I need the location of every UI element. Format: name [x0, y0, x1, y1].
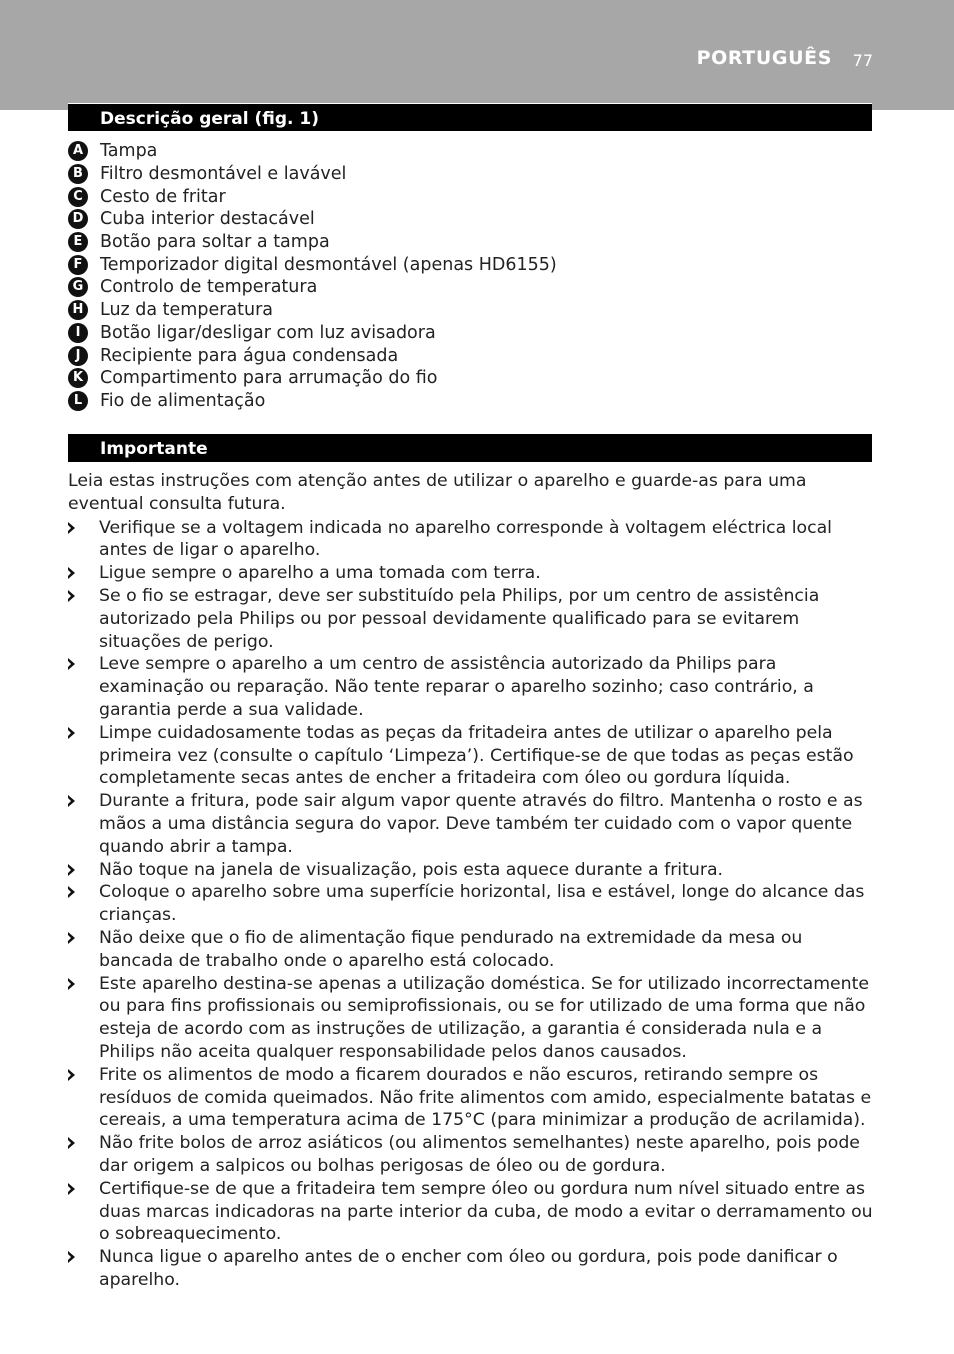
important-bullet — [68, 1246, 874, 1292]
overview-item — [68, 253, 557, 276]
overview-item-label: Controlo de temperatura — [100, 277, 318, 298]
section-heading-overview: Descrição geral (fig. 1) — [68, 103, 872, 131]
overview-item — [68, 322, 557, 345]
important-bullet — [68, 653, 874, 721]
overview-item — [68, 276, 557, 299]
letter-badge: A — [68, 141, 88, 161]
important-bullet-text: Não deixe que o fio de alimentação fique pendurado na extremidade da mesa ou bancada de trabalho onde o aparelho está colocado. — [99, 927, 803, 971]
important-body — [68, 470, 874, 1292]
overview-item-label: Botão para soltar a tampa — [100, 232, 330, 253]
overview-item — [68, 140, 557, 163]
overview-item-label: Compartimento para arrumação do fio — [100, 368, 438, 389]
important-bullet — [68, 1178, 874, 1246]
triangle-bullet-icon — [68, 567, 75, 579]
triangle-bullet-icon — [68, 1251, 75, 1263]
letter-badge: I — [68, 323, 88, 343]
letter-badge: B — [68, 164, 88, 184]
important-bullet — [68, 562, 874, 585]
important-bullet-text: Verifique se a voltagem indicada no aparelho corresponde à voltagem eléctrica local antes de ligar o aparelho. — [99, 517, 832, 561]
triangle-bullet-icon — [68, 886, 75, 898]
triangle-bullet-icon — [68, 864, 75, 876]
important-bullet-text: Limpe cuidadosamente todas as peças da fritadeira antes de utilizar o aparelho pela primeira vez (consulte o capítulo ‘Limpeza’). Certifique-se de que todas as peças estão completamente secas antes de encher a fritadeira com óleo ou gordura líquida. — [99, 722, 854, 789]
triangle-bullet-icon — [68, 1183, 75, 1195]
important-bullet-text: Se o fio se estragar, deve ser substituído pela Philips, por um centro de assistência autorizado pela Philips ou por pessoal devidamente qualificado para se evitarem situações de perigo. — [99, 585, 820, 652]
triangle-bullet-icon — [68, 590, 75, 602]
triangle-bullet-icon — [68, 1137, 75, 1149]
important-bullet-text: Durante a fritura, pode sair algum vapor quente através do filtro. Mantenha o rosto e as mãos a uma distância segura do vapor. Deve também ter cuidado com o vapor quente quando abrir a tampa. — [99, 791, 863, 857]
important-bullet-text: Leve sempre o aparelho a um centro de assistência autorizado da Philips para examinação ou reparação. Não tente reparar o aparelho sozinho; caso contrário, a garantia perde a sua validade. — [99, 654, 814, 720]
letter-badge: K — [68, 368, 88, 388]
important-intro: Leia estas instruções com atenção antes de utilizar o aparelho e guarde-as para uma eventual consulta futura. — [68, 471, 807, 514]
overview-item-label: Recipiente para água condensada — [100, 345, 399, 366]
letter-badge: E — [68, 232, 88, 252]
overview-item-label: Cesto de fritar — [100, 186, 226, 207]
section-heading-important: Importante — [68, 434, 872, 462]
overview-item — [68, 390, 557, 413]
letter-badge: F — [68, 255, 88, 275]
overview-item — [68, 344, 557, 367]
letter-badge: D — [68, 209, 88, 229]
important-bullet-text: Coloque o aparelho sobre uma superfície horizontal, lisa e estável, longe do alcance das crianças. — [99, 882, 865, 926]
overview-item-label: Temporizador digital desmontável (apenas HD6155) — [100, 254, 557, 275]
triangle-bullet-icon — [68, 522, 75, 534]
letter-badge: L — [68, 391, 88, 411]
triangle-bullet-icon — [68, 932, 75, 944]
important-bullet — [68, 517, 874, 563]
overview-item-label: Fio de alimentação — [100, 390, 266, 411]
important-bullet — [68, 1132, 874, 1178]
important-bullet-text: Não frite bolos de arroz asiáticos (ou alimentos semelhantes) neste aparelho, pois pode dar origem a salpicos ou bolhas perigosas de óleo ou de gordura. — [99, 1133, 860, 1176]
triangle-bullet-icon — [68, 727, 75, 739]
important-bullet — [68, 881, 874, 927]
triangle-bullet-icon — [68, 795, 75, 807]
overview-item — [68, 367, 557, 390]
overview-list — [68, 140, 557, 412]
overview-item-label: Botão ligar/desligar com luz avisadora — [100, 322, 436, 343]
page-number: 77 — [852, 51, 873, 70]
important-bullet — [68, 1064, 874, 1132]
letter-badge: H — [68, 300, 88, 320]
important-bullet — [68, 973, 874, 1064]
page-header — [0, 0, 954, 110]
overview-item — [68, 299, 557, 322]
important-bullet — [68, 585, 874, 653]
letter-badge: J — [68, 346, 88, 366]
important-bullet-list — [68, 517, 874, 1292]
important-bullet — [68, 722, 874, 790]
important-bullet-text: Frite os alimentos de modo a ficarem dourados e não escuros, retirando sempre os resíduos de comida queimados. Não frite alimentos com amido, especialmente batatas e cereais, a uma temperatura acima de 175°C (para minimizar a produção de acrilamida). — [99, 1064, 872, 1131]
letter-badge: C — [68, 187, 88, 207]
important-bullet — [68, 859, 874, 882]
overview-item-label: Luz da temperatura — [100, 300, 274, 321]
triangle-bullet-icon — [68, 978, 75, 990]
important-bullet-text: Não toque na janela de visualização, pois esta aquece durante a fritura. — [99, 859, 724, 880]
letter-badge: G — [68, 277, 88, 297]
overview-item-label: Tampa — [100, 141, 158, 162]
important-bullet-text: Certifique-se de que a fritadeira tem sempre óleo ou gordura num nível situado entre as duas marcas indicadoras na parte interior da cuba, de modo a evitar o derramamento ou o sobreaquecimento. — [99, 1178, 873, 1245]
important-bullet — [68, 927, 874, 973]
overview-item — [68, 185, 557, 208]
overview-item-label: Filtro desmontável e lavável — [100, 164, 347, 185]
triangle-bullet-icon — [68, 1069, 75, 1081]
important-bullet — [68, 790, 874, 858]
triangle-bullet-icon — [68, 658, 75, 670]
overview-item — [68, 231, 557, 254]
important-bullet-text: Este aparelho destina-se apenas a utilização doméstica. Se for utilizado incorrectamente ou para fins profissionais ou semiprofissionais, ou se for utilizado de uma forma que não esteja de acordo com as instruções de utilização, a garantia é considerada nula e a Philips não aceita qualquer responsabilidade pelos danos causados. — [99, 973, 870, 1062]
header-language: PORTUGUÊS — [696, 47, 832, 69]
important-bullet-text: Ligue sempre o aparelho a uma tomada com terra. — [99, 563, 541, 584]
overview-item — [68, 208, 557, 231]
overview-item-label: Cuba interior destacável — [100, 209, 315, 230]
overview-item — [68, 163, 557, 186]
important-bullet-text: Nunca ligue o aparelho antes de o encher com óleo ou gordura, pois pode danificar o aparelho. — [99, 1247, 838, 1290]
